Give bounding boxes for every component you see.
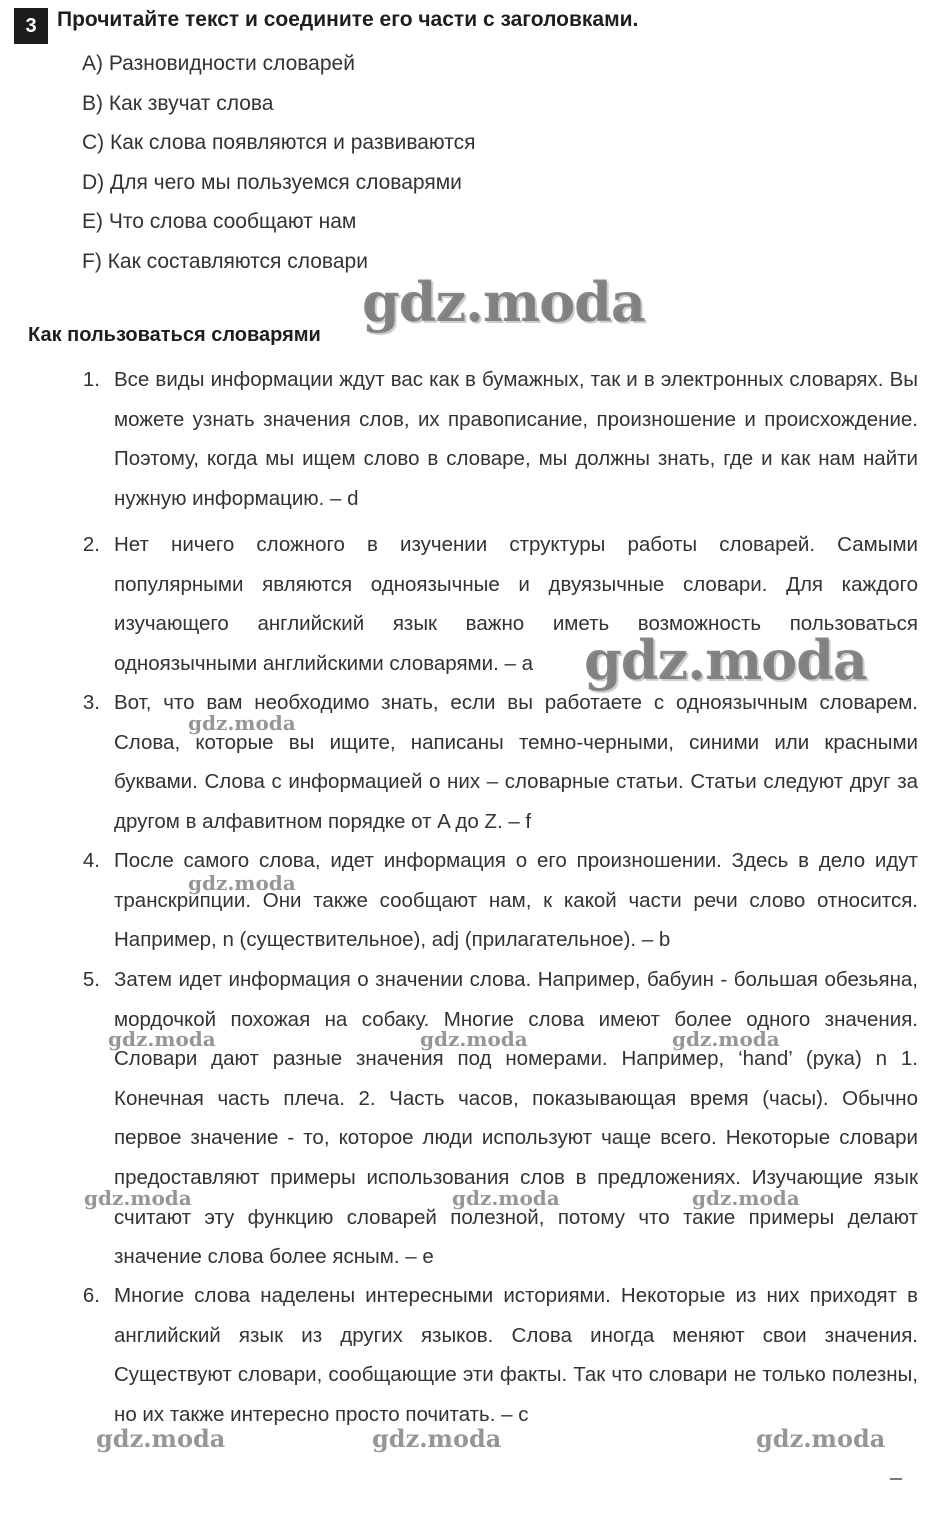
heading-item-c: C) Как слова появляются и развиваются xyxy=(82,131,476,155)
paragraph-6: Многие слова наделены интересными историями. Некоторые из них приходят в английский язык из других языков. Слова иногда меняют свои значения. Существуют словари, сообщающие эти факты. Так что словари не только полезны, но их также интересно просто почитать. – c xyxy=(114,1284,918,1426)
headings-list xyxy=(82,44,475,282)
watermark-logo: gdz.moda xyxy=(692,1186,800,1210)
heading-item-d: D) Для чего мы пользуемся словарями xyxy=(82,170,462,194)
paragraph-number: 2. xyxy=(82,533,100,556)
task-number-badge: 3 xyxy=(14,8,48,44)
watermark-logo: gdz.moda xyxy=(108,1027,216,1051)
watermark-logo: gdz.moda xyxy=(188,871,296,895)
watermark-logo: gdz.moda xyxy=(584,628,867,692)
heading-item-f: F) Как составляются словари xyxy=(82,249,368,273)
watermark-logo: gdz.moda xyxy=(188,711,296,735)
page-mark xyxy=(890,1478,902,1480)
watermark-logo: gdz.moda xyxy=(372,1424,502,1453)
watermark-logo: gdz.moda xyxy=(420,1027,528,1051)
section-title: Как пользоваться словарями xyxy=(28,324,321,346)
watermark-logo: gdz.moda xyxy=(84,1186,192,1210)
heading-item-b: B) Как звучат слова xyxy=(82,91,274,115)
task-title: Прочитайте текст и соедините его части с заголовками. xyxy=(57,8,639,31)
watermark-logo: gdz.moda xyxy=(756,1424,886,1453)
paragraph-number: 5. xyxy=(82,968,100,991)
paragraph-number: 3. xyxy=(82,691,100,714)
paragraph-1: Все виды информации ждут вас как в бумажных, так и в электронных словарях. Вы можете узнать значения слов, их правописание, произношение и происхождение. Поэтому, когда мы ищем слово в словаре, мы должны знать, где и как нам найти нужную информацию. – d xyxy=(114,368,918,510)
paragraph-number: 6. xyxy=(82,1284,100,1307)
paragraph-number: 1. xyxy=(82,368,100,391)
watermark-logo: gdz.moda xyxy=(362,270,645,334)
watermark-logo: gdz.moda xyxy=(452,1186,560,1210)
watermark-logo: gdz.moda xyxy=(96,1424,226,1453)
heading-item-a: A) Разновидности словарей xyxy=(82,52,355,75)
paragraph-3: Вот, что вам необходимо знать, если вы работаете с одноязычным словарем. Слова, которые вы ищите, написаны темно-черными, синими или красными буквами. Слова с информацией о них – словарные статьи. Статьи следуют друг за другом в алфавитном порядке от A до Z. – f xyxy=(114,691,918,833)
paragraph-4: После самого слова, идет информация о его произношении. Здесь в дело идут транскрипции. Они также сообщают нам, к какой части речи слово относится. Например, n (существительное), adj (прилагательное). – b xyxy=(114,849,918,952)
heading-item-e: E) Что слова сообщают нам xyxy=(82,210,357,234)
paragraph-number: 4. xyxy=(82,849,100,872)
watermark-logo: gdz.moda xyxy=(672,1027,780,1051)
paragraph-5: Затем идет информация о значении слова. Например, бабуин - большая обезьяна, мордочкой похожая на собаку. Многие слова имеют более одного значения. Словари дают разные значения под номерами. Например, ‘hand’ (рука) n 1. Конечная часть плеча. 2. Часть часов, показывающая время (часы). Обычно первое значение - то, которое люди используют чаще всего. Некоторые словари предоставляют примеры использования слов в предложениях. Изучающие язык считают эту функцию словарей полезной, потому что такие примеры делают значение слова более ясным. – e xyxy=(114,968,918,1269)
paragraph-2: Нет ничего сложного в изучении структуры работы словарей. Самыми популярными являются одноязычные и двуязычные словари. Для каждого изучающего английский язык важно иметь возможность пользоваться одноязычными английскими словарями. – a xyxy=(114,533,918,675)
